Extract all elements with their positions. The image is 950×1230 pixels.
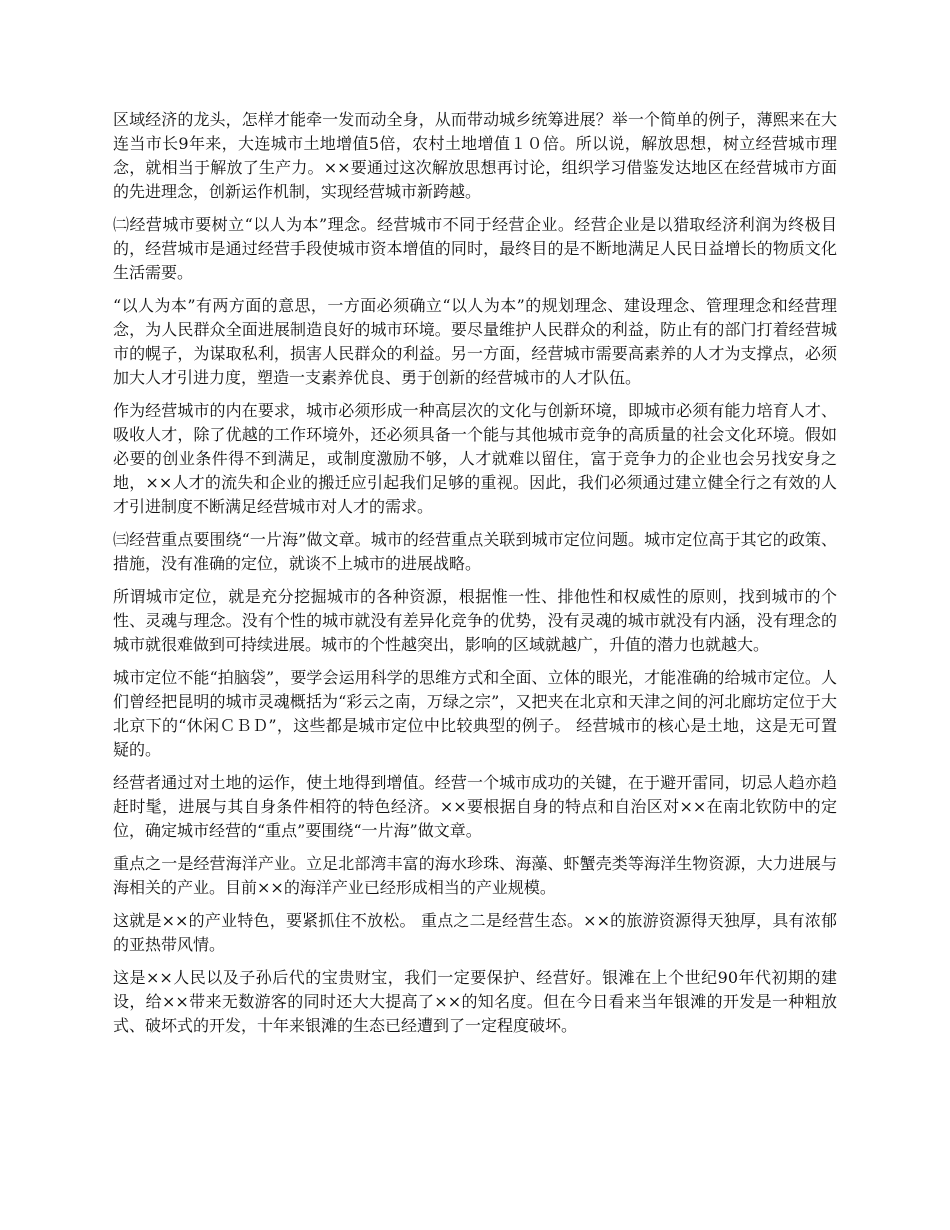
paragraph-5: ㈢经营重点要围绕“一片海”做文章。城市的经营重点关联到城市定位问题。城市定位高于其它的政策、措施，没有准确的定位，就谈不上城市的进展战略。 (113, 530, 837, 573)
paragraph-2: ㈡经营城市要树立“以人为本”理念。经营城市不同于经营企业。经营企业是以猎取经济利润为终极目的，经营城市是通过经营手段使城市资本增值的同时，最终目的是不断地满足人民日益增长的物质文化生活需要。 (113, 215, 837, 282)
paragraph-10: 这就是××的产业特色，要紧抓住不放松。 重点之二是经营生态。××的旅游资源得天独厚，具有浓郁的亚热带风情。 (113, 911, 837, 954)
paragraph-6: 所谓城市定位，就是充分挖掘城市的各种资源，根据惟一性、排他性和权威性的原则，找到城市的个性、灵魂与理念。没有个性的城市就没有差异化竞争的优势，没有灵魂的城市就没有内涵，没有理念的城市就很难做到可持续进展。城市的个性越突出，影响的区域就越广，升值的潜力也就越大。 (113, 587, 837, 654)
paragraph-1: 区域经济的龙头，怎样才能牵一发而动全身，从而带动城乡统筹进展？举一个简单的例子，薄熙来在大连当市长9年来，大连城市土地增值5倍，农村土地增值１０倍。所以说，解放思想，树立经营城市理念，就相当于解放了生产力。××要通过这次解放思想再讨论，组织学习借鉴发达地区在经营城市方面的先进理念，创新运作机制，实现经营城市新跨越。 (113, 110, 837, 201)
paragraph-7: 城市定位不能“拍脑袋”，要学会运用科学的思维方式和全面、立体的眼光，才能准确的给城市定位。人们曾经把昆明的城市灵魂概括为“彩云之南，万绿之宗”，又把夹在北京和天津之间的河北廊坊定位于大北京下的“休闲ＣＢＤ”，这些都是城市定位中比较典型的例子。 经营城市的核心是土地，这是无可置疑的。 (113, 668, 837, 759)
paragraph-9: 重点之一是经营海洋产业。立足北部湾丰富的海水珍珠、海藻、虾蟹壳类等海洋生物资源，大力进展与海相关的产业。目前××的海洋产业已经形成相当的产业规模。 (113, 854, 837, 897)
paragraph-8: 经营者通过对土地的运作，使土地得到增值。经营一个城市成功的关键，在于避开雷同，切忌人趋亦趋赶时髦，进展与其自身条件相符的特色经济。××要根据自身的特点和自治区对××在南北钦防中的定位，确定城市经营的“重点”要围绕“一片海”做文章。 (113, 773, 837, 840)
document-page (113, 108, 837, 1047)
paragraph-4: 作为经营城市的内在要求，城市必须形成一种高层次的文化与创新环境，即城市必须有能力培育人才、吸收人才，除了优越的工作环境外，还必须具备一个能与其他城市竞争的高质量的社会文化环境。假如必要的创业条件得不到满足，或制度激励不够，人才就难以留住，富于竞争力的企业也会另找安身之地，××人才的流失和企业的搬迁应引起我们足够的重视。因此，我们必须通过建立健全行之有效的人才引进制度不断满足经营城市对人才的需求。 (113, 401, 837, 516)
paragraph-3: “以人为本”有两方面的意思，一方面必须确立“以人为本”的规划理念、建设理念、管理理念和经营理念，为人民群众全面进展制造良好的城市环境。要尽量维护人民群众的利益，防止有的部门打着经营城市的幌子，为谋取私利，损害人民群众的利益。另一方面，经营城市需要高素养的人才为支撑点，必须加大人才引进力度，塑造一支素养优良、勇于创新的经营城市的人才队伍。 (113, 296, 837, 387)
paragraph-11: 这是××人民以及子孙后代的宝贵财宝，我们一定要保护、经营好。银滩在上个世纪90年代初期的建设，给××带来无数游客的同时还大大提高了××的知名度。但在今日看来当年银滩的开发是一种粗放式、破坏式的开发，十年来银滩的生态已经遭到了一定程度破坏。 (113, 968, 837, 1035)
